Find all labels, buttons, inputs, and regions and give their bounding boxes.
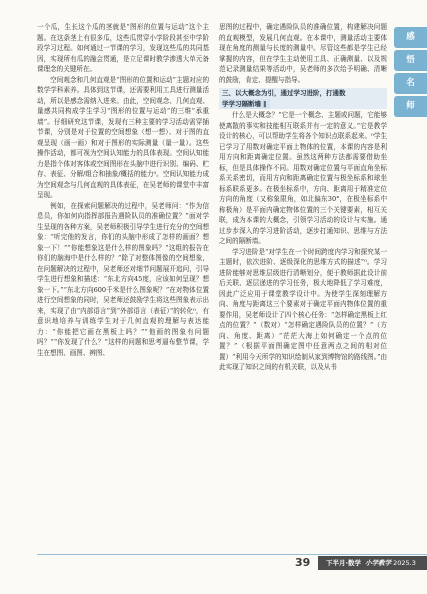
right-column [219,22,387,373]
right-paragraph-2: 什么是大概念？“它是一个概念、主题或问题，它能够使离散的事实和技能相互联系并有一定的意义。”它是教学设计的核心，可以帮助学生将各个知识点联系起来。⁰学生已学习了用数对确定平面上物体的位置，本课的内容是利用方向和距离确定位置。虽然这两种方法都需要借助坐标，但是具体操作不同。用数对确定位置与平面直角坐标系关系密切，而用方向和距离确定位置与极坐标系和球坐标系联系更多。在极坐标系中，方向、距离用于精准定位方向的角度（又称象限角，如北偏东30°，在极坐标系中称极角）是平面内确定物体位置的三个关键要素，相互关联，成为本课的大概念，引领学习活动的设计与实施。通过步步深入的学习进阶活动，逐步打通知识、思维与方法之间的隔断墙。 [219,111,387,245]
issue-label: 下半月·数学 [326,559,361,567]
sidebar-tab-ming: 名 [394,73,427,94]
left-paragraph-3: 例如，在探索问题解决的过程中，吴老师问：“作为信息员，你如何向指挥部报告遇险队员的准确位置？”面对学生呈现的各种方案，吴老师积极引导学生进行充分的空间想象：“听完他的发言，你们的头脑中形成了怎样的画面？想象一下！”“你能想象这是什么样的图象吗？”这组的报告在你们的脑海中是什么样的？”除了对整体图像的空间想象，在问题解决的过程中，吴老师还对细节问题展开追问，引导学生进行想象和描述：“东北方向45度，应该如何呈现？想象一下。”“东北方向600千米是什么图象呢？”在对物体位置进行空间想象的同时，吴老师还鼓励学生将这些图象表示出来，实现了由“内部语言”到“外部语言（表征）”的转化⁰，有意识地培养与训练学生对于几何直观的理解与表达能力：“你能把它画在黑板上吗？”“他画的图象有问题吗？”“你发现了什么？”这样的问题和思考逼布整节课，学生在想图、画图、辨图、 [37,201,209,357]
column-sidebar [394,27,427,119]
left-column [37,22,209,358]
right-paragraph-1: 思图的过程中，确定遇险队员的准确位置，构建解决问题的直观模型，发展几何直观。在本课中，测量活动主要体现在角度的测量与长度的测量中。尽管这些都是学生已经掌握的内容，但在学生主动使用工具、正确测量、以及规范记录测量结果等活动中，吴老师的多次给予明确、清晰的鼓励，肯定、提醒与指导。 [219,23,387,84]
left-paragraph-2: 空间观念和几何直观是“图形的位置和运动”主题对应的数学学科素养。具体到这节课，还需要利用工具进行测量活动，所以是感念需纳入进来。由此，空间观念、几何直观、量感共同构成学生学习“图形的位置与运动”的三维“承重墙”。仔细研究这节课，发现有三种主要的学习活动需穿插节课，分别是对于位置的空间想象（想一想）、对于图的直观呈现（画一画）和对于图形的实际测量（量一量）。这些操作活动，都可视为空间认知能力的具体表现。空间认知能力是指个体对客体或空间图形在头脑中进行识别、编码、贮存、表征、分解/组合和抽象/概括的能力⁰。空间认知能力成为空间观念与几何直观的具体表征，在吴老师的课堂中丰富呈现。 [37,75,209,199]
right-paragraph-3: 学习进阶是“对学生在一个时间跨度内学习和探究某一主题时，依次进阶、逐级深化的思维方式的描述”⁰。学习进阶能够对思维层级进行清晰划分，便于教师据此设计前后关联、逐层递进的学习任务，极大地降低了学习难度，因此广泛应用于课堂教学设计中。为使学生深刻理解方向、角度与距离这三个要素对于确定平面内物体位置的重要作用，吴老师设计了四个核心任务：“怎样确定黑板上红点的位置？”（数对）“怎样确定遇险队员的位置？”（方向、角度、距离）“茫茫大海上如何确定一个点的位置？”（根据平面图确定图中任意两点之间的相对位置）“利用今天所学的知识绘制从家到博物馆的路线图。”由此实现了知识之间的有机关联，以及从书 [219,247,387,371]
sidebar-tab-shi: 师 [394,96,427,117]
section-heading-line2: 学学习隔断墙 [222,99,261,108]
magazine-name: 小学教学 [365,559,392,567]
footer-divider [37,554,427,555]
section-heading-line1: 三、以大概念为引，通过学习进阶，打通数 [222,89,346,97]
sidebar-tab-wu: 悟 [394,50,427,71]
sidebar-tab-gan: 感 [394,27,427,48]
issue-date: 2025.3 [393,559,416,567]
footer-band [318,556,427,570]
left-paragraph-1: 一个瓜，生长这个瓜的茎就是“图形的位置与运动”这个主题。在这条茎上有很多瓜，这些瓜贯穿小学阶段甚至中学阶段学习过程。如何通过一节课的学习，发现这些瓜的共同基因，实现所有瓜的融会贯通，是立足课时教学渗透大单元备课理念的关键所在。 [37,23,209,73]
heading-bar-icon: ‖ [263,99,267,108]
section-heading [219,88,387,109]
page-number: 39 [295,556,311,569]
